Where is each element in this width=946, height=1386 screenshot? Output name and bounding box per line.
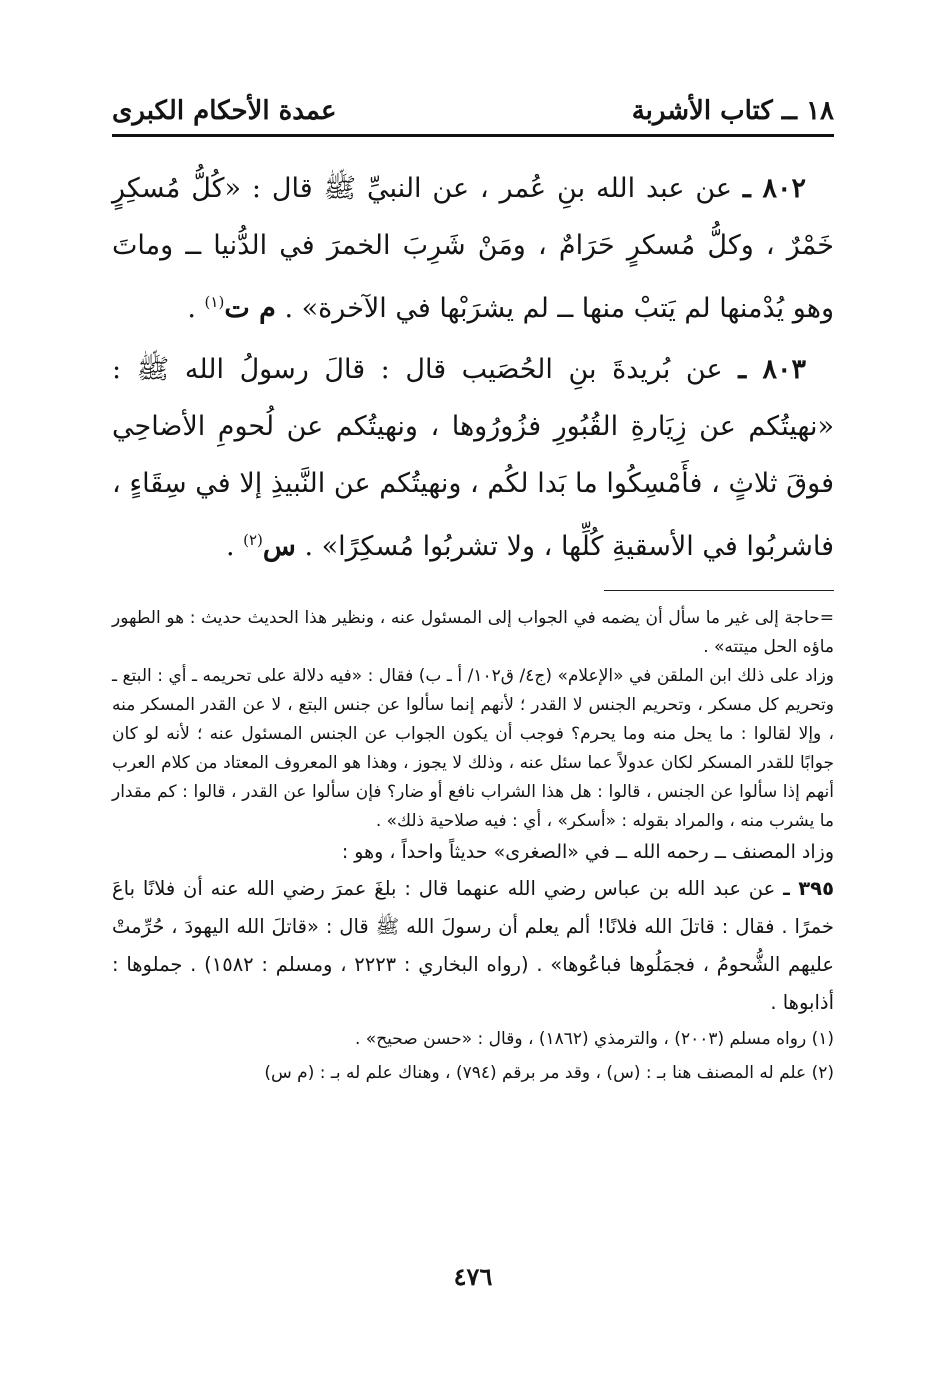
hadith-number: ٨٠٢ ـ bbox=[742, 173, 806, 204]
footnote-1: (١) رواه مسلم (٢٠٠٣) ، والترمذي (١٨٦٢) ، وقال : «حسن صحيح» . bbox=[355, 1029, 834, 1049]
period: . bbox=[187, 293, 205, 324]
chapter-title: ١٨ ــ كتاب الأشربة bbox=[631, 96, 834, 126]
hadith-text: عن عبد الله بن عباس رضي الله عنهما قال : بلغَ عمرَ رضي الله عنه أن فلانًا باعَ خمرًا . فقال : قاتلَ الله فلانًا! ألم يعلم أن رسولَ الله ﷺ قال : «قاتلَ الله اليهودَ ، حُرِّمتْ عليهم الشُّحومُ ، فجمَلُوها فباعُوها» . (رواه البخاري : ٢٢٢٣ ، ومسلم : ١٥٨٢) . جملوها : أذابوها . bbox=[112, 877, 834, 1014]
period: . bbox=[225, 531, 244, 562]
footnote-2: (٢) علم له المصنف هنا بـ : (س) ، وقد مر برقم (٧٩٤) ، وهناك علم له بـ : (م س) bbox=[264, 1063, 834, 1083]
main-text bbox=[112, 160, 834, 579]
hadith-number: ٨٠٣ ـ bbox=[738, 354, 807, 385]
hadith-802 bbox=[112, 160, 834, 337]
footnote-ref[interactable]: (١) bbox=[204, 293, 225, 311]
book-title: عمدة الأحكام الكبرى bbox=[112, 96, 337, 126]
hadith-395 bbox=[112, 870, 834, 1022]
hadith-803 bbox=[112, 341, 834, 575]
source-code: م ت bbox=[224, 293, 276, 324]
note-ibn-mulaqqin: وزاد على ذلك ابن الملقن في «الإعلام» (ج٤/ ق١٠٢/ أ ـ ب) فقال : «فيه دلالة على تحريمه ـ أي : البتع ـ وتحريم كل مسكر ، وتحريم الجنس لا القدر ؛ لأنهم إنما سألوا عن جنس البتع ، لا عن القدر المسكر منه ، وإلا لقالوا : ما يحل منه وما يحرم؟ فوجب أن يكون الجواب عن الجنس المسئول عنه ؛ لأنه لو كان جوابًا للقدر المسكر لكان عدولاً عما سئل عنه ، وذلك لا يجوز ، وهذا هو المعروف المعتاد من كلام العرب أنهم إذا سألوا عن الجنس ، قالوا : هل هذا الشراب نافع أو ضار؟ فإن سألوا عن القدر ، قالوا : كم مقدار ما يشرب منه ، والمراد بقوله : «أسكر» ، أي : فيه صلاحية ذلك» . bbox=[112, 666, 834, 831]
footnote-ref[interactable]: (٢) bbox=[243, 531, 263, 549]
footnote-separator bbox=[604, 590, 834, 591]
running-header bbox=[112, 92, 834, 137]
hadith-text: عن بُريدةَ بنِ الحُصَيب قال : قالَ رسولُ الله ﷺ : «نهيتُكم عن زِيَارةِ القُبُورِ فزُورُوها ، ونهيتُكم عن لُحومِ الأضاحِي فوقَ ثلاثٍ ، فأَمْسِكُوا ما بَدا لكُم ، ونهيتُكم عن النَّبيذِ إلا في سِقَاءٍ ، فاشربُوا في الأسقيةِ كُلِّها ، ولا تشربُوا مُسكِرًا» . bbox=[112, 354, 834, 562]
footnotes-area bbox=[112, 604, 834, 1090]
page-number: ٤٧٦ bbox=[453, 1262, 493, 1291]
hadith-number: ٣٩٥ ـ bbox=[783, 877, 834, 900]
note-continuation: =حاجة إلى غير ما سأل أن يضمه في الجواب إلى المسئول عنه ، ونظير هذا الحديث حديث : هو الطهور ماؤه الحل ميتته» . bbox=[112, 608, 834, 657]
hadith-text: عن عبد الله بنِ عُمر ، عن النبيِّ ﷺ قال : «كُلُّ مُسكِرٍ خَمْرٌ ، وكلُّ مُسكرٍ حَرَامٌ ، ومَنْ شَرِبَ الخمرَ في الدُّنيا ــ وماتَ وهو يُدْمنها لم يَتبْ منها ــ لم يشرَبْها في الآخرة» . bbox=[112, 173, 834, 324]
source-code: س bbox=[262, 531, 296, 562]
note-addition: وزاد المصنف ــ رحمه الله ــ في «الصغرى» حديثاً واحداً ، وهو : bbox=[341, 841, 834, 863]
